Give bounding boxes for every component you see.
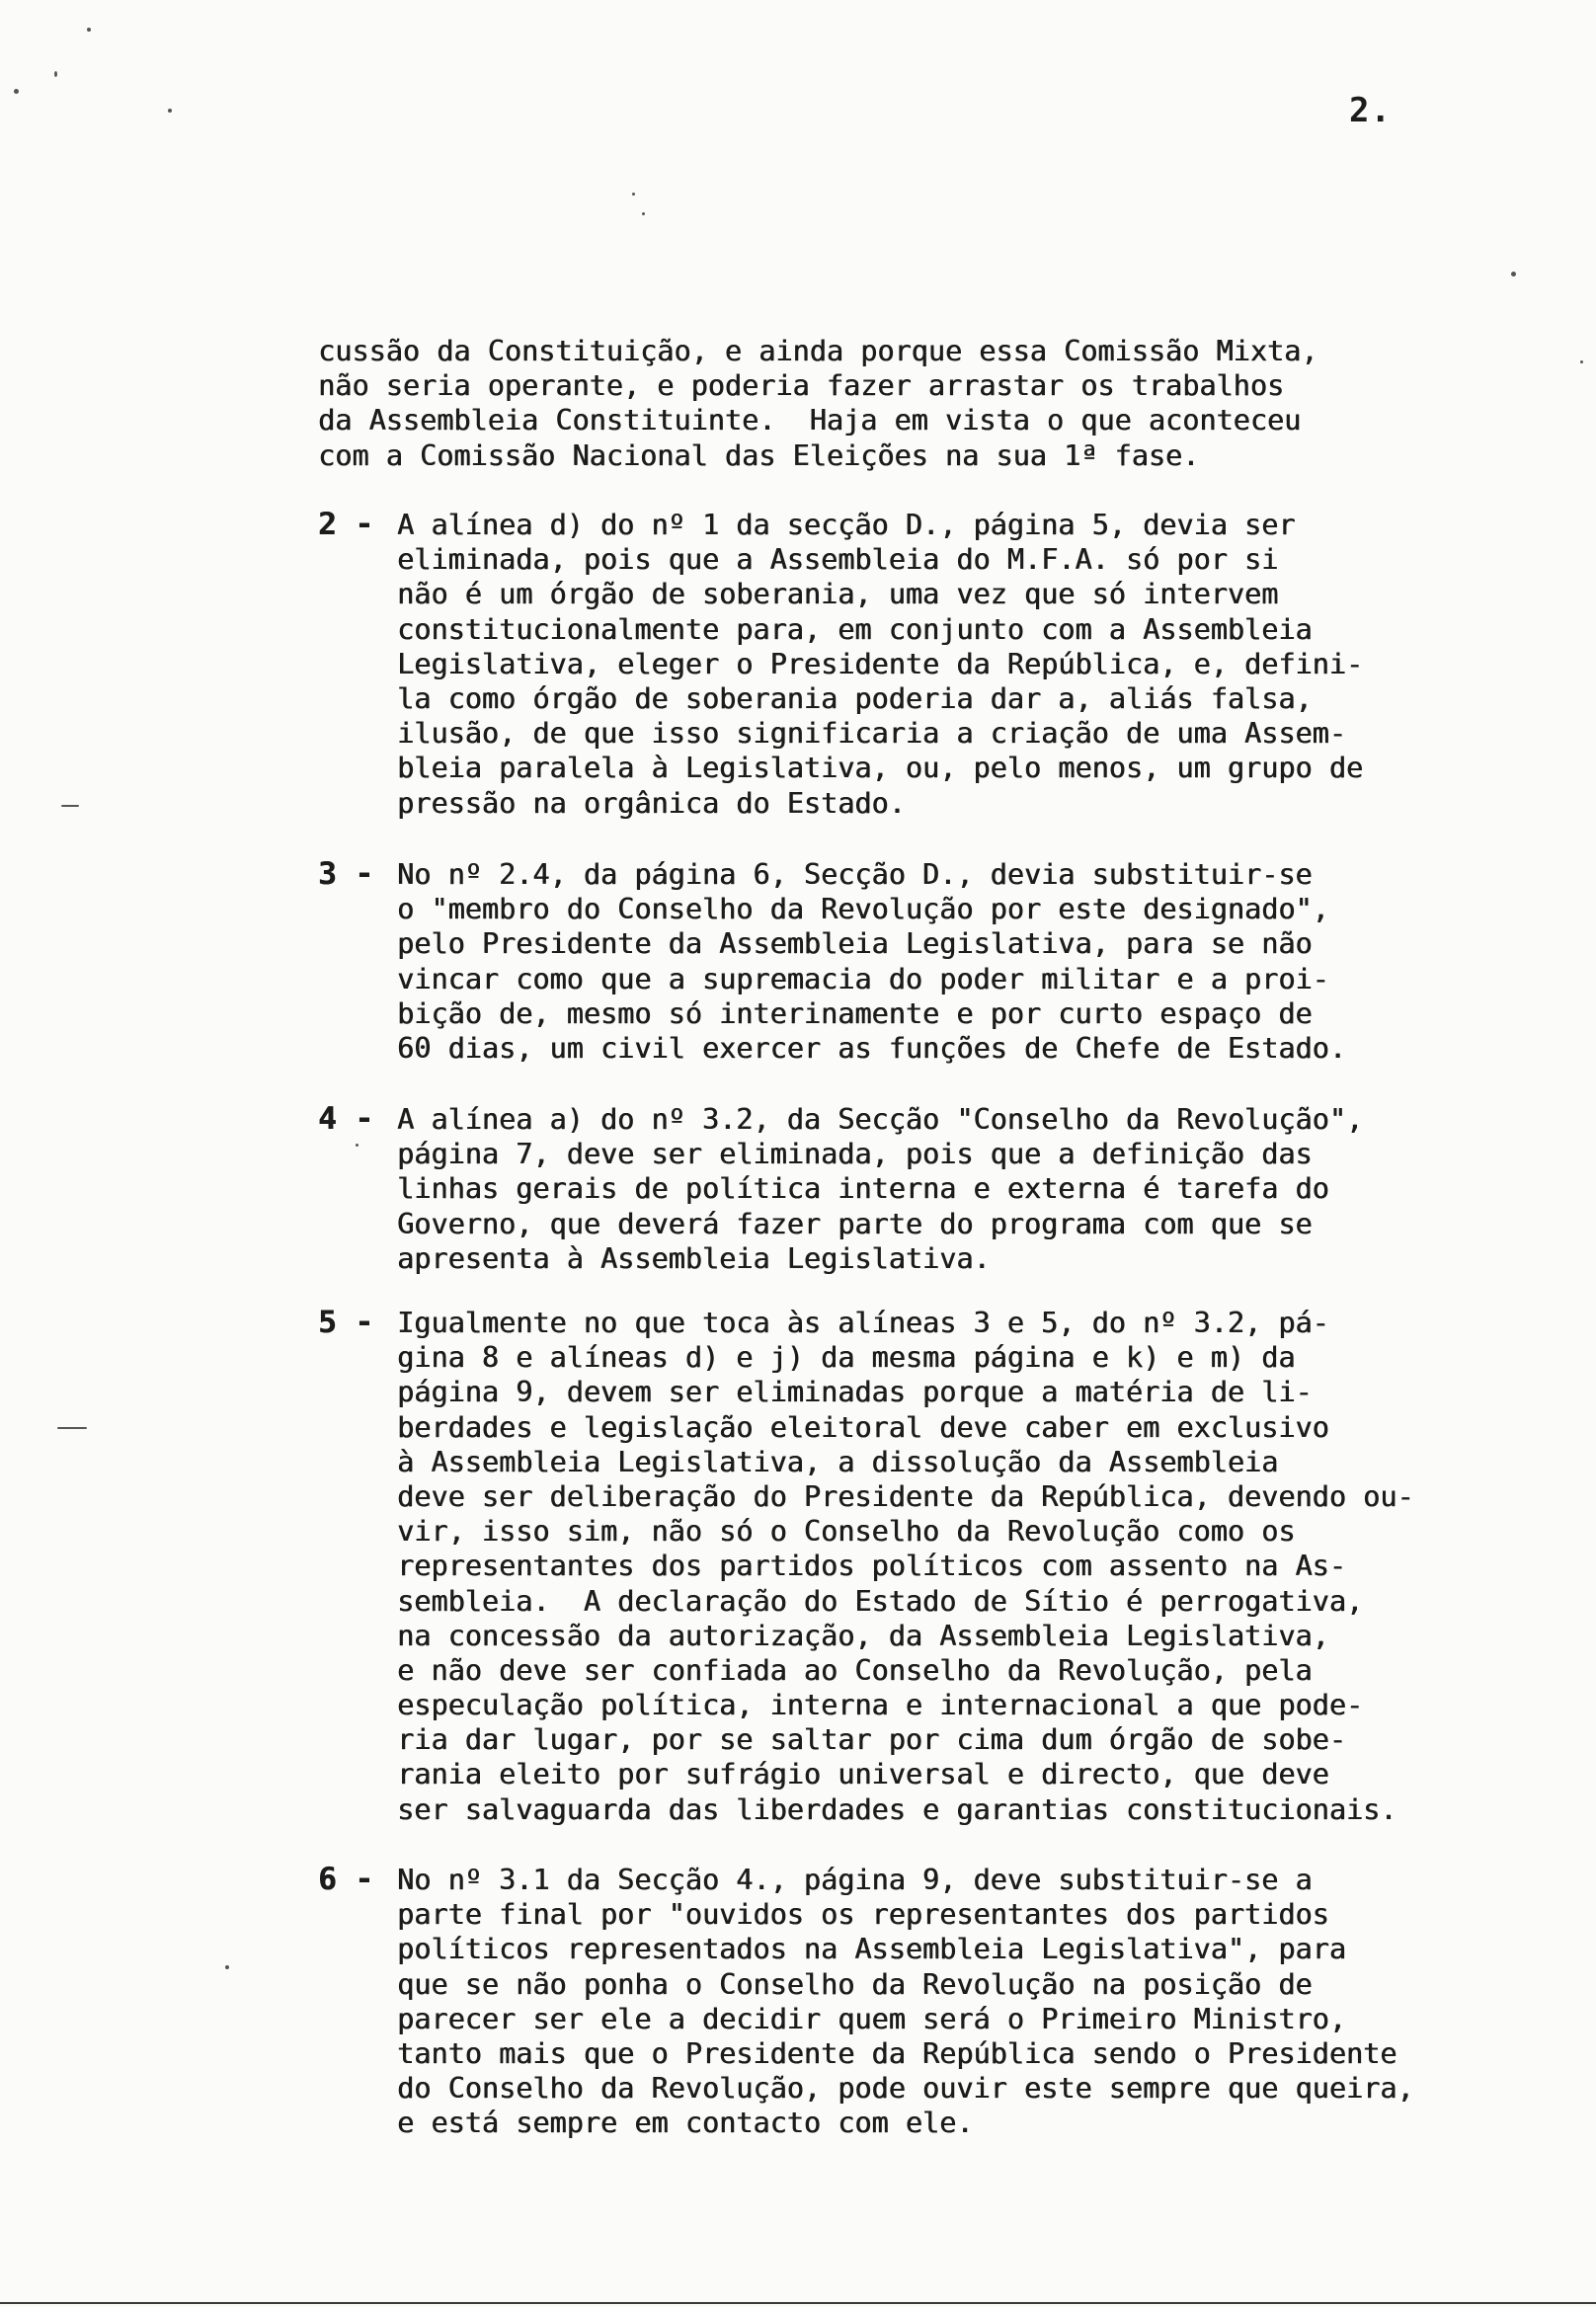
text-line: gina 8 e alíneas d) e j) da mesma página e k) e m) da (397, 1341, 1296, 1375)
text-line: que se não ponha o Conselho da Revolução na posição de (397, 1967, 1313, 2001)
text-line: No nº 2.4, da página 6, Secção D., devia substituir-se (397, 858, 1313, 891)
text-line: o "membro do Conselho da Revolução por este designado", (397, 893, 1329, 926)
text-line: à Assembleia Legislativa, a dissolução da Assembleia (397, 1445, 1279, 1478)
item-number: 4 - (318, 1101, 373, 1137)
item-body (397, 1306, 1562, 1827)
item-number: 6 - (318, 1862, 373, 1897)
text-line: bição de, mesmo só interinamente e por curto espaço de (397, 996, 1313, 1030)
text-line: No nº 3.1 da Secção 4., página 9, deve substituir-se a (397, 1864, 1313, 1896)
scan-speck (168, 109, 172, 113)
scan-speck (87, 28, 91, 32)
text-line: com a Comissão Nacional das Eleições na sua 1ª fase. (318, 438, 1200, 472)
text-line: ria dar lugar, por se saltar por cima dum órgão de sobe- (397, 1723, 1346, 1757)
text-line: da Assembleia Constituinte. Haja em vista o que aconteceu (318, 404, 1302, 438)
text-line: políticos representados na Assembleia Legislativa", para (397, 1933, 1346, 1966)
item-number: 5 - (318, 1305, 373, 1340)
item-body (397, 508, 1562, 821)
text-line: página 9, devem ser eliminadas porque a matéria de li- (397, 1376, 1313, 1409)
intro-paragraph (318, 334, 1543, 473)
text-line: sembleia. A declaração do Estado de Sítio é perrogativa, (397, 1584, 1364, 1618)
text-line: A alínea a) do nº 3.2, da Secção "Conselho da Revolução", (397, 1103, 1364, 1136)
item-body (397, 1863, 1562, 2141)
scan-speck (14, 89, 19, 94)
item-number: 3 - (318, 856, 373, 892)
scan-speck (1511, 272, 1516, 277)
text-line: linhas gerais de política interna e externa é tarefa do (397, 1172, 1329, 1206)
page-number: 2. (1349, 91, 1392, 130)
text-line: pelo Presidente da Assembleia Legislativa, para se não (397, 927, 1313, 961)
text-line: Legislativa, eleger o Presidente da República, e, defini- (397, 647, 1364, 680)
text-line: ser salvaguarda das liberdades e garantias constitucionais. (397, 1792, 1397, 1826)
scan-speck (632, 193, 635, 196)
text-line: vir, isso sim, não só o Conselho da Revolução como os (397, 1515, 1296, 1549)
text-line: especulação política, interna e internacional a que pode- (397, 1689, 1364, 1722)
text-line: pressão na orgânica do Estado. (397, 786, 906, 820)
text-line: la como órgão de soberania poderia dar a, aliás falsa, (397, 681, 1313, 715)
text-line: tanto mais que o Presidente da República sendo o Presidente (397, 2036, 1397, 2070)
item-number: 2 - (318, 507, 373, 542)
text-line: Governo, que deverá fazer parte do programa com que se (397, 1207, 1313, 1240)
text-line: eliminada, pois que a Assembleia do M.F.A. só por si (397, 543, 1279, 577)
text-line: ilusão, de que isso significaria a criação de uma Assem- (397, 717, 1346, 751)
text-line: bleia paralela à Legislativa, ou, pelo menos, um grupo de (397, 752, 1364, 785)
text-line: não seria operante, e poderia fazer arrastar os trabalhos (318, 369, 1285, 403)
text-line: página 7, deve ser eliminada, pois que a definição das (397, 1138, 1313, 1171)
text-line: A alínea d) do nº 1 da secção D., página 5, devia ser (397, 509, 1296, 541)
bottom-rule (0, 2302, 1596, 2304)
text-line: do Conselho da Revolução, pode ouvir este sempre que queira, (397, 2072, 1414, 2106)
text-line: e está sempre em contacto com ele. (397, 2107, 974, 2140)
scan-speck (61, 805, 79, 807)
text-line: vincar como que a supremacia do poder militar e a proi- (397, 962, 1329, 995)
scan-speck (1580, 360, 1583, 363)
text-line: constitucionalmente para, em conjunto com a Assembleia (397, 612, 1313, 646)
text-line: parte final por "ouvidos os representantes dos partidos (397, 1898, 1329, 1932)
text-line: berdades e legislação eleitoral deve caber em exclusivo (397, 1410, 1329, 1444)
text-line: representantes dos partidos políticos com assento na As- (397, 1550, 1346, 1583)
scan-speck (225, 1965, 229, 1969)
text-line: Igualmente no que toca às alíneas 3 e 5, do nº 3.2, pá- (397, 1307, 1329, 1339)
scan-speck (642, 212, 645, 215)
text-line: parecer ser ele a decidir quem será o Primeiro Ministro, (397, 2002, 1346, 2035)
scan-speck (54, 71, 57, 77)
item-body (397, 857, 1562, 1066)
scan-speck (57, 1427, 87, 1429)
text-line: rania eleito por sufrágio universal e directo, que deve (397, 1758, 1329, 1791)
scan-speck (356, 1144, 359, 1147)
text-line: apresenta à Assembleia Legislativa. (397, 1241, 991, 1275)
text-line: na concessão da autorização, da Assembleia Legislativa, (397, 1619, 1329, 1652)
text-line: e não deve ser confiada ao Conselho da Revolução, pela (397, 1653, 1313, 1687)
text-line: não é um órgão de soberania, uma vez que só intervem (397, 578, 1279, 611)
text-line: deve ser deliberação do Presidente da República, devendo ou- (397, 1479, 1414, 1513)
text-line: 60 dias, um civil exercer as funções de Chefe de Estado. (397, 1031, 1346, 1065)
item-body (397, 1102, 1562, 1276)
text-line: cussão da Constituição, e ainda porque essa Comissão Mixta, (318, 335, 1318, 367)
